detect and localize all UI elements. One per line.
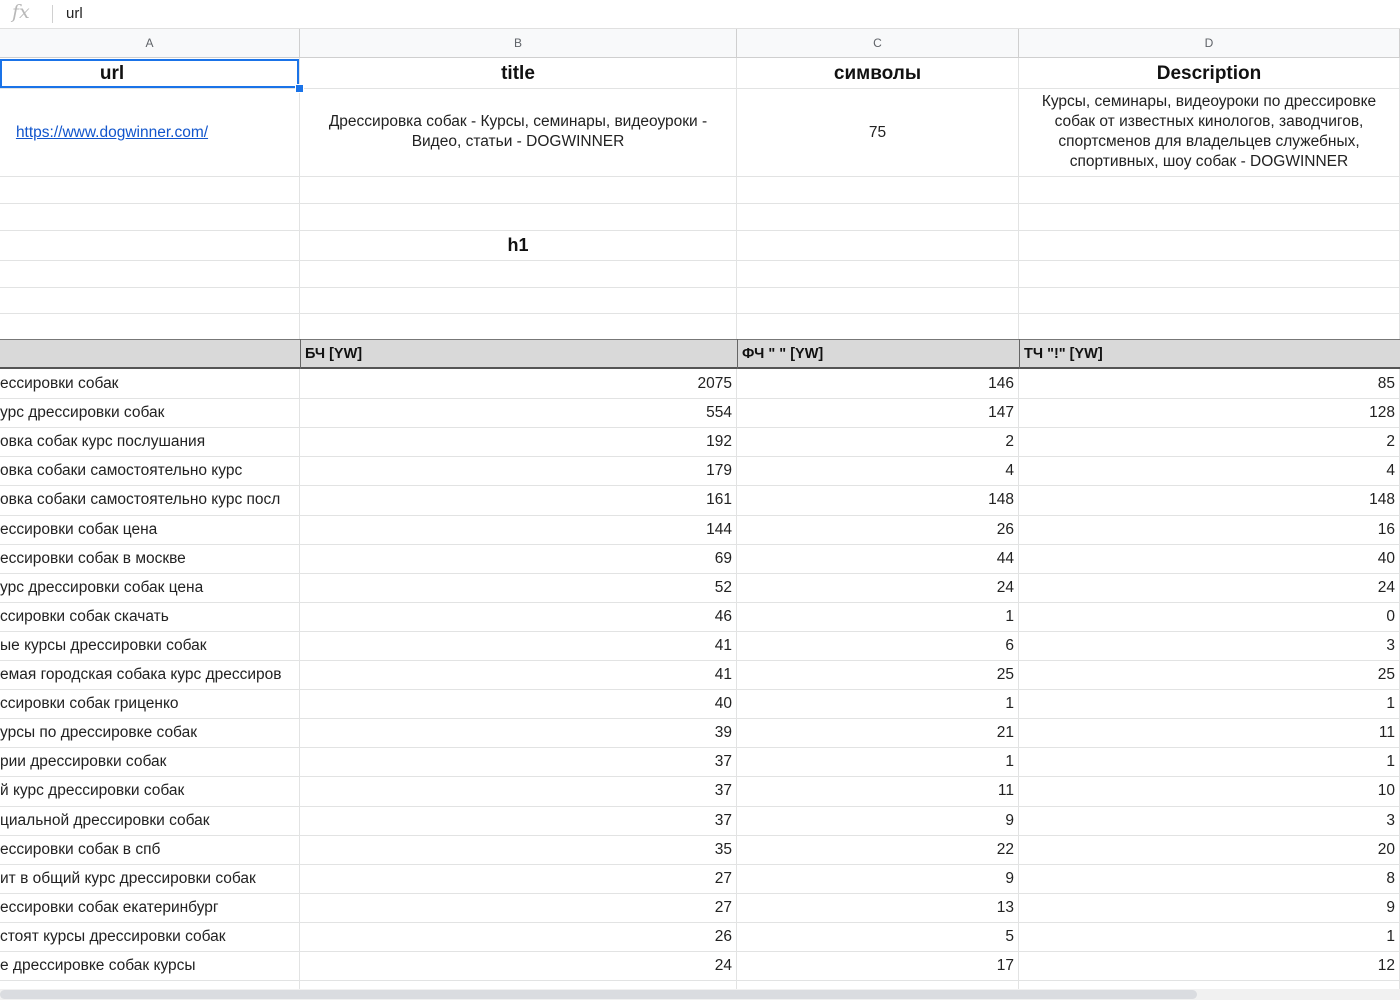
- th-tch[interactable]: ТЧ "!" [YW]: [1019, 339, 1400, 369]
- header-url[interactable]: url: [99, 63, 125, 84]
- tch-cell[interactable]: 16: [1377, 521, 1395, 538]
- header-title[interactable]: title: [501, 63, 535, 84]
- header-symbols[interactable]: символы: [833, 63, 922, 84]
- fch-cell[interactable]: 24: [996, 579, 1014, 596]
- tch-cell[interactable]: 1: [1386, 753, 1395, 770]
- keyword-cell[interactable]: е дрессировке собак курсы: [0, 957, 196, 974]
- bch-cell[interactable]: 39: [714, 724, 732, 741]
- keyword-cell[interactable]: ессировки собак цена: [0, 521, 158, 538]
- page-symbols-cell[interactable]: 75: [868, 124, 887, 141]
- keyword-cell[interactable]: урс дрессировки собак цена: [0, 579, 204, 596]
- bch-cell[interactable]: 37: [714, 782, 732, 799]
- tch-cell[interactable]: 1: [1386, 928, 1395, 945]
- bch-cell[interactable]: 179: [706, 462, 732, 479]
- bch-cell[interactable]: 37: [714, 753, 732, 770]
- formula-input[interactable]: url: [66, 5, 83, 22]
- cell-selection: [0, 59, 299, 88]
- fill-handle[interactable]: [295, 84, 304, 93]
- fch-cell[interactable]: 21: [996, 724, 1014, 741]
- fch-cell[interactable]: 148: [988, 491, 1014, 508]
- tch-cell[interactable]: 9: [1386, 899, 1395, 916]
- grid-line: [0, 287, 1400, 288]
- keyword-cell[interactable]: ые курсы дрессировки собак: [0, 637, 207, 654]
- tch-cell[interactable]: 1: [1386, 695, 1395, 712]
- fch-cell[interactable]: 9: [1005, 870, 1014, 887]
- keyword-cell[interactable]: й курс дрессировки собак: [0, 782, 185, 799]
- fch-cell[interactable]: 146: [988, 375, 1014, 392]
- keyword-cell[interactable]: ессировки собак в спб: [0, 841, 161, 858]
- fch-cell[interactable]: 4: [1005, 462, 1014, 479]
- bch-cell[interactable]: 35: [714, 841, 732, 858]
- bch-cell[interactable]: 40: [714, 695, 732, 712]
- bch-cell[interactable]: 69: [714, 550, 732, 567]
- bch-cell[interactable]: 52: [714, 579, 732, 596]
- grid-line: [0, 176, 1400, 177]
- tch-cell[interactable]: 25: [1377, 666, 1395, 683]
- tch-cell[interactable]: 0: [1386, 608, 1395, 625]
- keyword-cell[interactable]: ессировки собак: [0, 375, 119, 392]
- bch-cell[interactable]: 46: [714, 608, 732, 625]
- keyword-cell[interactable]: циальной дрессировки собак: [0, 812, 210, 829]
- grid-line: [0, 980, 1400, 981]
- bch-cell[interactable]: 192: [706, 433, 732, 450]
- keyword-cell[interactable]: рии дрессировки собак: [0, 753, 167, 770]
- keyword-cell[interactable]: ссировки собак гриценко: [0, 695, 179, 712]
- fch-cell[interactable]: 1: [1005, 753, 1014, 770]
- tch-cell[interactable]: 85: [1377, 375, 1395, 392]
- fch-cell[interactable]: 147: [988, 404, 1014, 421]
- fch-cell[interactable]: 44: [996, 550, 1014, 567]
- keyword-cell[interactable]: емая городская собака курс дрессиров: [0, 666, 282, 683]
- fch-cell[interactable]: 26: [996, 521, 1014, 538]
- keyword-cell[interactable]: овка собаки самостоятельно курс посл: [0, 491, 281, 508]
- th-fch[interactable]: ФЧ " " [YW]: [737, 339, 1019, 369]
- tch-cell[interactable]: 8: [1386, 870, 1395, 887]
- bch-cell[interactable]: 26: [714, 928, 732, 945]
- th-bch[interactable]: БЧ [YW]: [300, 339, 737, 369]
- tch-cell[interactable]: 4: [1386, 462, 1395, 479]
- tch-cell[interactable]: 148: [1369, 491, 1395, 508]
- page-title-cell[interactable]: Дрессировка собак - Курсы, семинары, видеоуроки - Видео, статьи - DOGWINNER: [328, 113, 708, 150]
- fch-cell[interactable]: 11: [997, 782, 1014, 799]
- fch-cell[interactable]: 5: [1005, 928, 1014, 945]
- column-header-d[interactable]: D: [1019, 29, 1400, 58]
- fch-cell[interactable]: 25: [996, 666, 1014, 683]
- scrollbar-thumb[interactable]: [0, 990, 1197, 999]
- keyword-cell[interactable]: ессировки собак в москве: [0, 550, 186, 567]
- tch-cell[interactable]: 24: [1377, 579, 1395, 596]
- bch-cell[interactable]: 37: [714, 812, 732, 829]
- formula-bar: [0, 0, 1400, 29]
- fch-cell[interactable]: 17: [996, 957, 1014, 974]
- fch-cell[interactable]: 22: [996, 841, 1014, 858]
- bch-cell[interactable]: 144: [706, 521, 732, 538]
- bch-cell[interactable]: 27: [714, 870, 732, 887]
- page-url-link[interactable]: https://www.dogwinner.com/: [15, 124, 209, 141]
- bch-cell[interactable]: 41: [714, 637, 732, 654]
- tch-cell[interactable]: 3: [1386, 812, 1395, 829]
- bch-cell[interactable]: 27: [714, 899, 732, 916]
- keyword-cell[interactable]: овка собаки самостоятельно курс: [0, 462, 243, 479]
- tch-cell[interactable]: 20: [1377, 841, 1395, 858]
- fch-cell[interactable]: 1: [1005, 695, 1014, 712]
- header-description[interactable]: Description: [1156, 63, 1262, 84]
- column-header-b[interactable]: B: [300, 29, 737, 58]
- keyword-cell[interactable]: стоят курсы дрессировки собак: [0, 928, 226, 945]
- page-description-cell[interactable]: Курсы, семинары, видеоуроки по дрессировке собак от известных кинологов, заводчигов, спортсменов для владельцев служебных, спортивных, шоу собак - DOGWINNER: [1041, 93, 1377, 170]
- tch-cell[interactable]: 2: [1386, 433, 1395, 450]
- tch-cell[interactable]: 3: [1386, 637, 1395, 654]
- column-header-c[interactable]: C: [737, 29, 1019, 58]
- keyword-cell[interactable]: урсы по дрессировке собак: [0, 724, 197, 741]
- tch-cell[interactable]: 128: [1369, 404, 1395, 421]
- tch-cell[interactable]: 40: [1377, 550, 1395, 567]
- fch-cell[interactable]: 6: [1005, 637, 1014, 654]
- bch-cell[interactable]: 41: [714, 666, 732, 683]
- tch-cell[interactable]: 11: [1378, 724, 1395, 741]
- tch-cell[interactable]: 12: [1377, 957, 1395, 974]
- keyword-cell[interactable]: урс дрессировки собак: [0, 404, 165, 421]
- fch-cell[interactable]: 9: [1005, 812, 1014, 829]
- fch-cell[interactable]: 2: [1005, 433, 1014, 450]
- keyword-cell[interactable]: овка собак курс послушания: [0, 433, 206, 450]
- bch-cell[interactable]: 554: [706, 404, 732, 421]
- bch-cell[interactable]: 2075: [697, 375, 732, 392]
- bch-cell[interactable]: 24: [714, 957, 732, 974]
- keyword-cell[interactable]: ит в общий курс дрессировки собак: [0, 870, 256, 887]
- grid-line: [0, 203, 1400, 204]
- bch-cell[interactable]: 161: [706, 491, 732, 508]
- grid-line: [0, 260, 1400, 261]
- fch-cell[interactable]: 1: [1005, 608, 1014, 625]
- keyword-cell[interactable]: ессировки собак екатеринбург: [0, 899, 219, 916]
- fx-icon: fx: [12, 1, 30, 23]
- tch-cell[interactable]: 10: [1377, 782, 1395, 799]
- h1-label[interactable]: h1: [507, 235, 529, 255]
- formula-separator: [52, 5, 53, 23]
- grid-line: [0, 313, 1400, 314]
- keyword-cell[interactable]: ссировки собак скачать: [0, 608, 169, 625]
- column-header-a[interactable]: A: [0, 29, 300, 58]
- fch-cell[interactable]: 13: [996, 899, 1014, 916]
